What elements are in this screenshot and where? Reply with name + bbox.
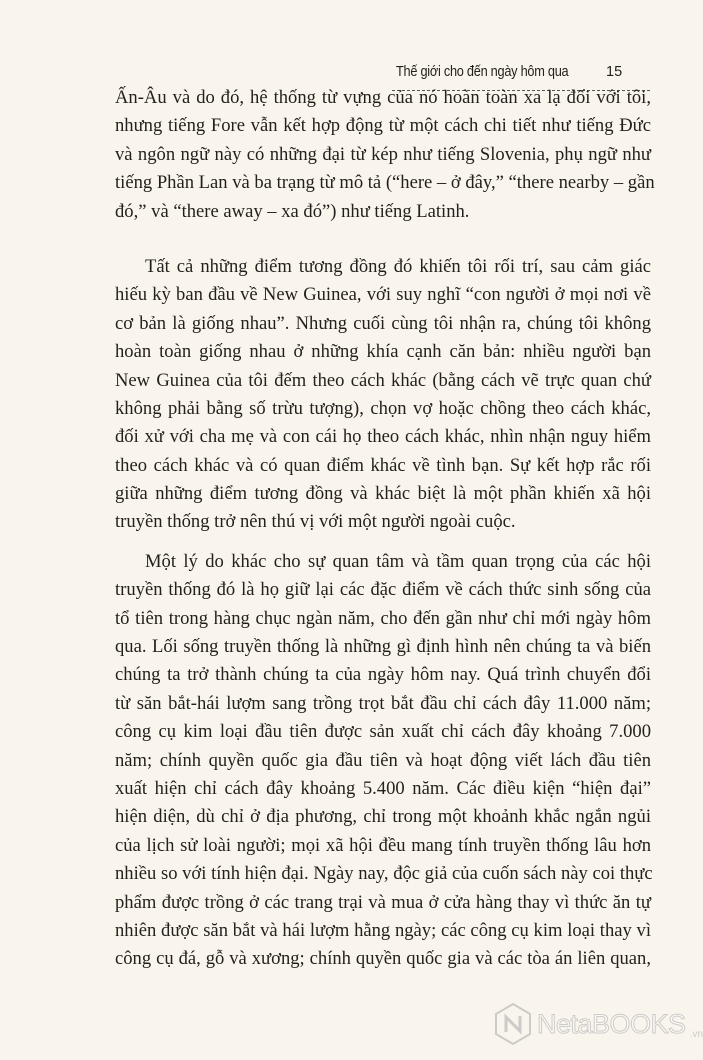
text-line: hiếu kỳ ban đầu về New Guinea, với suy nghĩ “con người ở mọi nơi về: [115, 284, 651, 306]
watermark-brand: NetaBOOKS: [537, 1008, 686, 1039]
paragraph: [115, 548, 651, 974]
text-line: Tất cả những điểm tương đồng đó khiến tôi rối trí, sau cảm giác: [145, 255, 651, 277]
text-line: hoàn toàn giống nhau ở những khía cạnh căn bản: nhiều người bạn: [115, 341, 651, 363]
text-line: theo cách khác và có quan điểm khác về tình bạn. Sự kết hợp rắc rối: [115, 454, 651, 476]
text-line: Một lý do khác cho sự quan tâm và tầm quan trọng của các hội: [145, 550, 651, 572]
text-line: công cụ kim loại đầu tiên được sản xuất chỉ cách đây khoảng 7.000: [115, 721, 651, 743]
text-line: hiện diện, dù chỉ ở địa phương, chỉ trong một khoảnh khắc ngắn ngủi: [115, 806, 651, 828]
text-line: phẩm được trồng ở các trang trại và mua ở cửa hàng thay vì thức ăn tự: [115, 891, 651, 913]
text-line: của lịch sử loài người; mọi xã hội đều mang tính truyền thống lâu hơn: [115, 834, 651, 856]
text-line: truyền thống đó là họ giữ lại các đặc điểm về cách thức sinh sống của: [115, 579, 651, 601]
watermark-logo: [493, 1002, 703, 1046]
text-line: xuất hiện chỉ cách đây khoảng 5.400 năm. Các điều kiện “hiện đại”: [115, 777, 651, 799]
page-number: 15: [606, 64, 623, 80]
text-line: đó,” và “there away – xa đó”) như tiếng Latinh.: [115, 200, 470, 222]
text-line: đối xử với cha mẹ và con cái họ theo cách khác, nhìn nhận nguy hiểm: [115, 426, 651, 448]
text-line: nhưng tiếng Fore vẫn kết hợp động từ một cách chi tiết như tiếng Đức: [115, 115, 651, 137]
text-line: Ấn-Âu và do đó, hệ thống từ vựng của nó hoàn toàn xa lạ đối với tôi,: [115, 87, 651, 108]
text-line: giữa những điểm tương đồng và khác biệt là một phần khiến xã hội: [115, 483, 651, 505]
text-line: và ngôn ngữ này có những đại từ kép như tiếng Slovenia, phụ ngữ như: [115, 143, 651, 165]
text-line: công cụ đá, gỗ và xương; chính quyền quốc gia và các tòa án liên quan,: [115, 948, 651, 970]
paragraph: [115, 84, 655, 226]
text-line: New Guinea của tôi đếm theo cách khác (bằng cách vẽ trực quan chứ: [115, 369, 651, 391]
chapter-title: Thế giới cho đến ngày hôm qua: [396, 64, 569, 80]
text-line: từ săn bắt-hái lượm sang trồng trọt bắt đầu chỉ cách đây 11.000 năm;: [115, 692, 651, 714]
text-line: cơ bản là giống nhau”. Nhưng cuối cùng tôi nhận ra, chúng tôi không: [115, 312, 651, 334]
text-line: truyền thống trở nên thú vị với một người ngoài cuộc.: [115, 511, 516, 533]
watermark-suffix: .vn: [689, 1029, 703, 1040]
netabooks-logo-icon: [493, 1002, 533, 1046]
page-body: [115, 84, 655, 974]
text-line: nhiên được săn bắt và hái lượm hằng ngày; các công cụ kim loại thay vì: [115, 919, 651, 941]
paragraph: [115, 253, 651, 537]
text-line: năm; chính quyền quốc gia đầu tiên và hoạt động viết lách đầu tiên: [115, 749, 651, 771]
text-line: không phải bằng số trừu tượng), chọn vợ hoặc chồng theo cách khác,: [115, 397, 651, 419]
text-line: tổ tiên trong hàng chục ngàn năm, cho đến gần như chỉ mới ngày hôm: [115, 607, 651, 629]
text-line: tiếng Phần Lan và ba trạng từ mô tả (“here – ở đây,” “there nearby – gần: [115, 172, 655, 194]
text-line: qua. Lối sống truyền thống là những gì định hình nên chúng ta và biến: [115, 636, 651, 658]
text-line: chúng ta trở thành chúng ta của ngày hôm nay. Quá trình chuyển đổi: [115, 664, 651, 686]
text-line: nhiều so với tính hiện đại. Ngày nay, độc giả của cuốn sách này coi thực: [115, 863, 653, 885]
